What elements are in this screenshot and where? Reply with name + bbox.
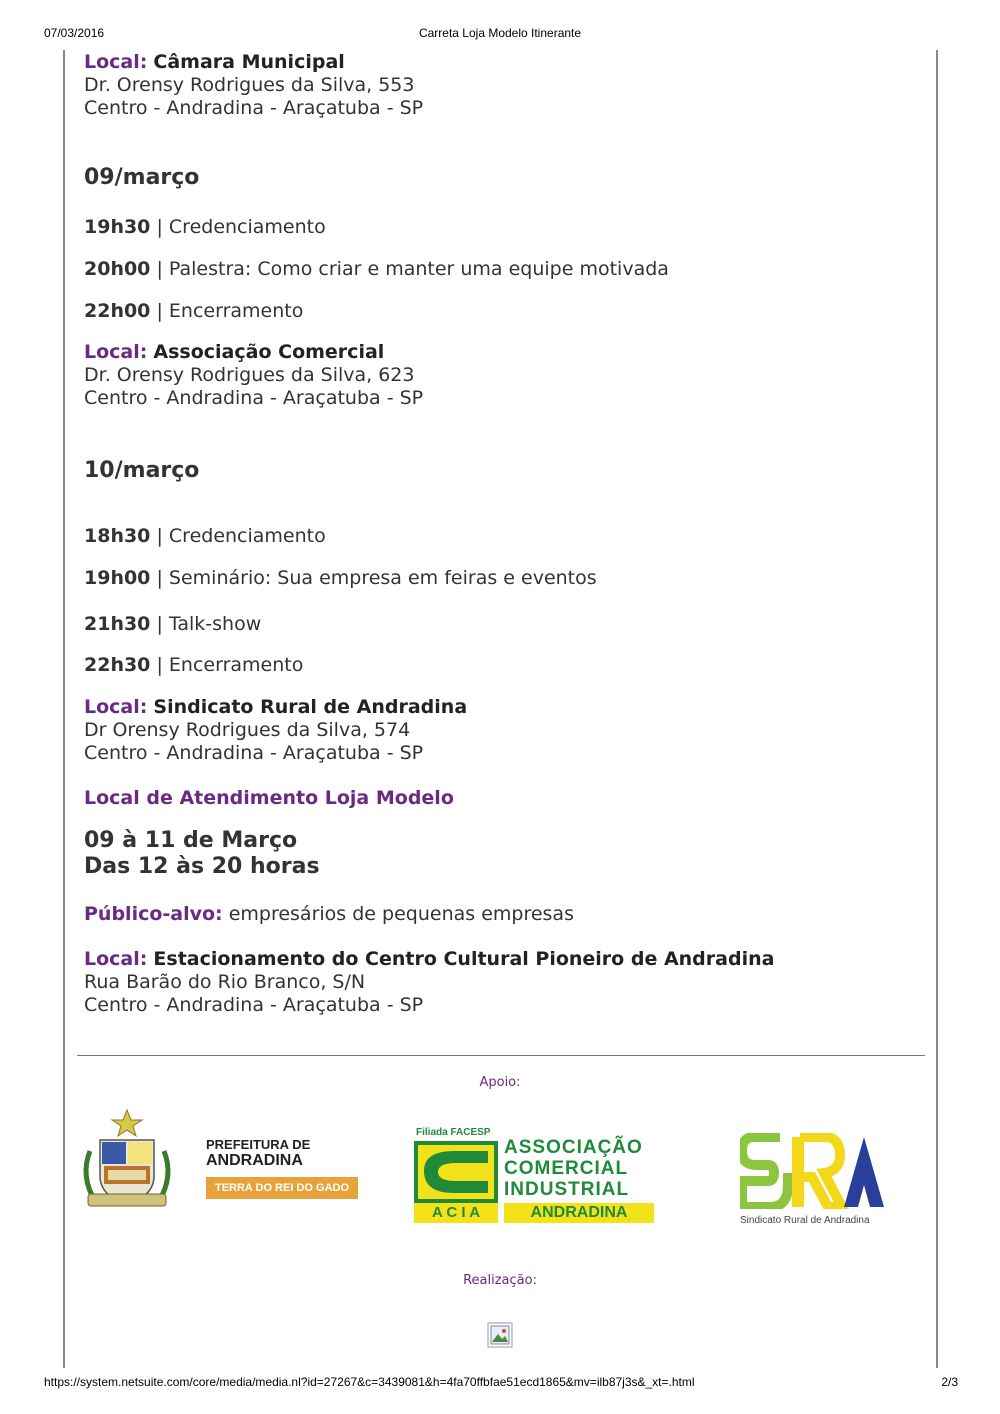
sra-emblem-icon — [740, 1133, 886, 1209]
prefeitura-line2: ANDRADINA — [206, 1152, 303, 1169]
schedule-separator: | — [150, 216, 169, 238]
venue-address-line2: Centro - Andradina - Araçatuba - SP — [84, 994, 424, 1016]
venue-block-2 — [84, 341, 423, 410]
schedule-time: 19h00 — [84, 567, 151, 589]
schedule-item — [84, 567, 597, 590]
acia-line2: COMERCIAL — [504, 1158, 629, 1179]
schedule-separator: | — [150, 613, 169, 635]
sra-logo — [740, 1133, 890, 1225]
schedule-desc: Encerramento — [168, 300, 304, 322]
schedule-desc: Talk-show — [168, 613, 262, 635]
store-heading: Local de Atendimento Loja Modelo — [84, 787, 454, 809]
venue-block-1 — [84, 51, 423, 120]
venue-name: Sindicato Rural de Andradina — [153, 696, 468, 718]
sra-name: Sindicato Rural de Andradina — [740, 1215, 870, 1226]
audience-value: empresários de pequenas empresas — [222, 903, 574, 925]
venue-block-4 — [84, 948, 774, 1017]
venue-name: Associação Comercial — [153, 341, 385, 363]
venue-address-line2: Centro - Andradina - Araçatuba - SP — [84, 387, 424, 409]
print-date: 07/03/2016 — [44, 26, 105, 40]
venue-address-line1: Dr. Orensy Rodrigues da Silva, 623 — [84, 364, 415, 386]
schedule-desc: Palestra: Como criar e manter uma equipe motivada — [168, 258, 669, 280]
schedule-separator: | — [150, 567, 169, 589]
schedule-time: 21h30 — [84, 613, 151, 635]
day-heading-2: 10/março — [84, 458, 200, 483]
prefeitura-line1: PREFEITURA DE — [206, 1137, 311, 1152]
prefeitura-logo — [206, 1137, 366, 1207]
acia-line1: ASSOCIAÇÃO — [504, 1137, 643, 1158]
schedule-item — [84, 613, 261, 636]
acia-city: ANDRADINA — [504, 1203, 654, 1223]
venue-name: Estacionamento do Centro Cultural Pioneiro de Andradina — [153, 948, 775, 970]
venue-label: Local: — [84, 696, 148, 718]
venue-address-line1: Dr. Orensy Rodrigues da Silva, 553 — [84, 74, 415, 96]
coat-of-arms-icon — [70, 1106, 184, 1216]
store-dates-line1: 09 à 11 de Março — [84, 828, 298, 853]
venue-label: Local: — [84, 51, 148, 73]
print-header — [0, 26, 1000, 42]
schedule-desc: Encerramento — [168, 654, 304, 676]
frame-right-border — [936, 50, 938, 1368]
schedule-desc: Credenciamento — [168, 525, 326, 547]
venue-label: Local: — [84, 948, 148, 970]
frame-left-border — [63, 50, 65, 1368]
print-page-number: 2/3 — [941, 1375, 958, 1389]
venue-address-line2: Centro - Andradina - Araçatuba - SP — [84, 742, 424, 764]
prefeitura-tagline: TERRA DO REI DO GADO — [206, 1177, 358, 1199]
schedule-desc: Credenciamento — [168, 216, 326, 238]
section-divider — [77, 1055, 925, 1056]
venue-block-3 — [84, 696, 467, 765]
venue-label: Local: — [84, 341, 148, 363]
schedule-separator: | — [150, 258, 169, 280]
venue-address-line2: Centro - Andradina - Araçatuba - SP — [84, 97, 424, 119]
venue-name: Câmara Municipal — [153, 51, 345, 73]
schedule-separator: | — [150, 300, 169, 322]
venue-address-line1: Rua Barão do Rio Branco, S/N — [84, 971, 366, 993]
realizacao-label: Realização: — [463, 1273, 537, 1288]
print-title: Carreta Loja Modelo Itinerante — [418, 26, 582, 40]
schedule-item — [84, 258, 669, 281]
schedule-desc: Seminário: Sua empresa em feiras e eventos — [168, 567, 597, 589]
store-hours-line2: Das 12 às 20 horas — [84, 854, 320, 879]
acia-emblem-icon — [414, 1141, 498, 1203]
acia-filiada: Filiada FACESP — [416, 1127, 491, 1138]
audience-line — [84, 903, 574, 926]
support-label: Apoio: — [479, 1075, 521, 1090]
schedule-item — [84, 300, 303, 323]
schedule-time: 19h30 — [84, 216, 151, 238]
schedule-item — [84, 525, 326, 548]
schedule-separator: | — [150, 525, 169, 547]
acia-line3: INDUSTRIAL — [504, 1179, 630, 1200]
schedule-separator: | — [150, 654, 169, 676]
print-url: https://system.netsuite.com/core/media/media.nl?id=27267&c=3439081&h=4fa70ffbfae51ecd1865&mv=ilb87j3s&_xt=.html — [44, 1375, 695, 1389]
schedule-time: 22h00 — [84, 300, 151, 322]
acia-acronym: A C I A — [414, 1203, 498, 1223]
schedule-time: 18h30 — [84, 525, 151, 547]
venue-address-line1: Dr Orensy Rodrigues da Silva, 574 — [84, 719, 411, 741]
schedule-item — [84, 216, 326, 239]
schedule-time: 20h00 — [84, 258, 151, 280]
broken-image-icon — [487, 1322, 513, 1348]
acia-logo — [414, 1127, 660, 1223]
day-heading-1: 09/março — [84, 165, 200, 190]
store-dates — [84, 828, 320, 880]
print-footer — [0, 1375, 1000, 1391]
audience-label: Público-alvo: — [84, 903, 223, 925]
schedule-item — [84, 654, 303, 677]
schedule-time: 22h30 — [84, 654, 151, 676]
